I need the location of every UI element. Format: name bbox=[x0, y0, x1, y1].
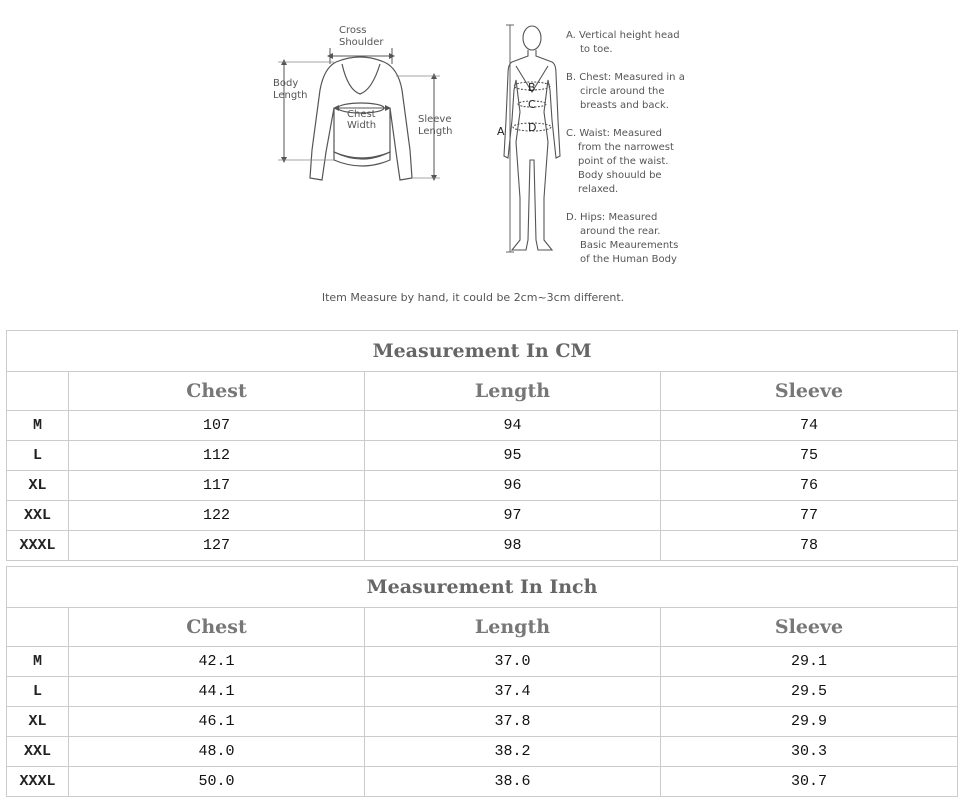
chest-value: 122 bbox=[69, 501, 365, 531]
sleeve-value: 29.5 bbox=[661, 677, 958, 707]
chest-value: 117 bbox=[69, 471, 365, 501]
chest-value: 107 bbox=[69, 411, 365, 441]
table-row bbox=[7, 647, 958, 677]
sleeve-value: 77 bbox=[661, 501, 958, 531]
header-length: Length bbox=[365, 372, 661, 411]
measurement-note: Item Measure by hand, it could be 2cm~3cm different. bbox=[321, 291, 625, 304]
chest-value: 48.0 bbox=[69, 737, 365, 767]
sleeve-value: 30.3 bbox=[661, 737, 958, 767]
letter-c: C bbox=[528, 98, 536, 111]
sleeve-value: 29.1 bbox=[661, 647, 958, 677]
table-row bbox=[7, 677, 958, 707]
table-row bbox=[7, 471, 958, 501]
size-label: XXL bbox=[7, 501, 69, 531]
letter-b: B bbox=[528, 81, 536, 94]
legend-b-3: breasts and back. bbox=[580, 100, 669, 111]
length-value: 37.0 bbox=[365, 647, 661, 677]
size-label: XL bbox=[7, 707, 69, 737]
length-value: 96 bbox=[365, 471, 661, 501]
size-label: XXXL bbox=[7, 767, 69, 797]
legend-d-3: Basic Meaurements bbox=[580, 240, 679, 251]
sleeve-value: 78 bbox=[661, 531, 958, 561]
size-label: XL bbox=[7, 471, 69, 501]
size-table-inch bbox=[6, 566, 958, 797]
cross-shoulder-label-2: Shoulder bbox=[339, 37, 384, 48]
legend-d-2: around the rear. bbox=[580, 226, 661, 237]
chest-value: 44.1 bbox=[69, 677, 365, 707]
size-label: L bbox=[7, 441, 69, 471]
measurement-diagram bbox=[0, 0, 962, 290]
table-row bbox=[7, 441, 958, 471]
table-title: Measurement In CM bbox=[7, 331, 958, 372]
legend-d-1: D. Hips: Measured bbox=[566, 212, 658, 223]
length-value: 94 bbox=[365, 411, 661, 441]
sleeve-length-label-2: Length bbox=[418, 126, 453, 137]
size-label: XXXL bbox=[7, 531, 69, 561]
size-table-cm bbox=[6, 330, 958, 561]
table-row bbox=[7, 411, 958, 441]
legend-b-1: B. Chest: Measured in a bbox=[566, 72, 685, 83]
table-row bbox=[7, 767, 958, 797]
legend-c-5: relaxed. bbox=[578, 184, 619, 195]
header-empty bbox=[7, 372, 69, 411]
length-value: 95 bbox=[365, 441, 661, 471]
sleeve-value: 74 bbox=[661, 411, 958, 441]
legend-a-2: to toe. bbox=[580, 44, 613, 55]
body-figure-illustration bbox=[504, 26, 560, 250]
header-empty bbox=[7, 608, 69, 647]
legend-c-4: Body shouuld be bbox=[578, 170, 662, 181]
table-row bbox=[7, 707, 958, 737]
sleeve-value: 75 bbox=[661, 441, 958, 471]
sleeve-length-label-1: Sleeve bbox=[418, 114, 452, 125]
length-value: 37.8 bbox=[365, 707, 661, 737]
chest-value: 42.1 bbox=[69, 647, 365, 677]
table-title: Measurement In Inch bbox=[7, 567, 958, 608]
table-row bbox=[7, 737, 958, 767]
length-value: 97 bbox=[365, 501, 661, 531]
cross-shoulder-label-1: Cross bbox=[339, 25, 367, 36]
chest-width-label-2: Width bbox=[347, 120, 377, 131]
letter-d: D bbox=[528, 121, 537, 134]
measurement-legend bbox=[566, 30, 685, 265]
legend-b-2: circle around the bbox=[580, 86, 665, 97]
header-sleeve: Sleeve bbox=[661, 372, 958, 411]
legend-c-2: from the narrowest bbox=[578, 142, 674, 153]
size-label: M bbox=[7, 647, 69, 677]
chest-width-label-1: Chest bbox=[347, 109, 376, 120]
length-value: 38.2 bbox=[365, 737, 661, 767]
legend-c-1: C. Waist: Measured bbox=[566, 128, 663, 139]
size-label: L bbox=[7, 677, 69, 707]
chest-value: 46.1 bbox=[69, 707, 365, 737]
body-length-label-1: Body bbox=[273, 78, 299, 89]
length-value: 98 bbox=[365, 531, 661, 561]
length-value: 38.6 bbox=[365, 767, 661, 797]
header-chest: Chest bbox=[69, 372, 365, 411]
legend-a-1: A. Vertical height head bbox=[566, 30, 680, 41]
header-chest: Chest bbox=[69, 608, 365, 647]
sleeve-value: 30.7 bbox=[661, 767, 958, 797]
chest-value: 50.0 bbox=[69, 767, 365, 797]
table-row bbox=[7, 531, 958, 561]
legend-c-3: point of the waist. bbox=[578, 156, 669, 167]
length-value: 37.4 bbox=[365, 677, 661, 707]
letter-a: A bbox=[497, 125, 505, 138]
size-label: M bbox=[7, 411, 69, 441]
sleeve-value: 76 bbox=[661, 471, 958, 501]
chest-value: 127 bbox=[69, 531, 365, 561]
body-length-label-2: Length bbox=[273, 90, 308, 101]
legend-d-4: of the Human Body bbox=[580, 254, 677, 265]
table-row bbox=[7, 501, 958, 531]
sleeve-value: 29.9 bbox=[661, 707, 958, 737]
header-sleeve: Sleeve bbox=[661, 608, 958, 647]
size-label: XXL bbox=[7, 737, 69, 767]
header-length: Length bbox=[365, 608, 661, 647]
chest-value: 112 bbox=[69, 441, 365, 471]
